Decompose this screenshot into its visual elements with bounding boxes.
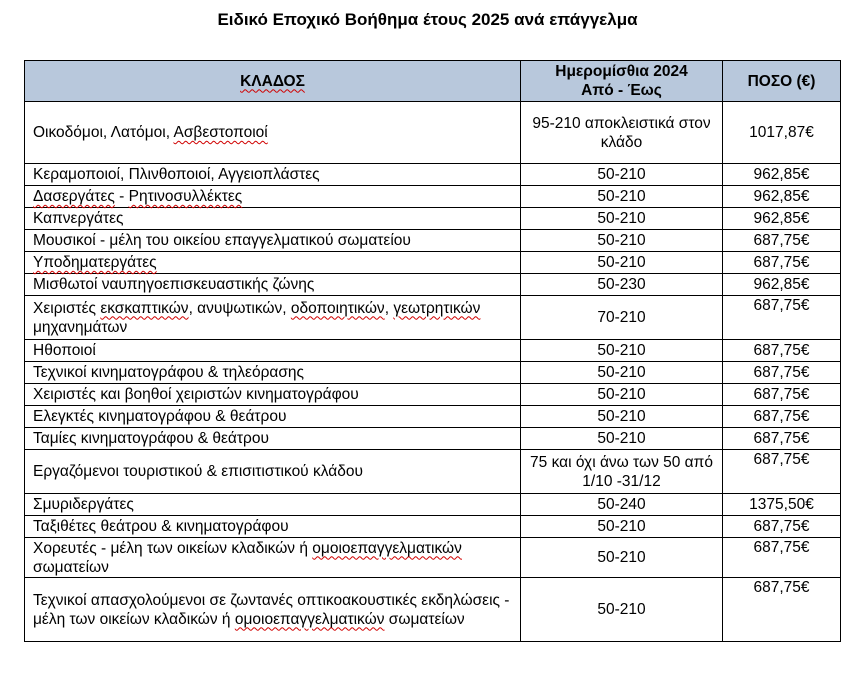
cell-klados: Μισθωτοί ναυπηγοεπισκευαστικής ζώνης [25, 274, 521, 296]
cell-hmeromisthia: 50-210 [521, 230, 723, 252]
cell-hmeromisthia: 50-240 [521, 494, 723, 516]
cell-hmeromisthia: 50-210 [521, 406, 723, 428]
cell-hmeromisthia: 70-210 [521, 296, 723, 340]
cell-poso: 687,75€ [723, 340, 841, 362]
header-poso: ΠΟΣΟ (€) [723, 61, 841, 102]
cell-klados: Καπνεργάτες [25, 208, 521, 230]
cell-poso: 687,75€ [723, 538, 841, 578]
cell-klados: Τεχνικοί απασχολούμενοι σε ζωντανές οπτικοακουστικές εκδηλώσεις - μέλη των οικείων κλαδικών ή ομοιοεπαγγελματικών σωματείων [25, 578, 521, 642]
table-row [25, 340, 841, 362]
cell-hmeromisthia: 50-210 [521, 252, 723, 274]
table-header-row [25, 61, 841, 102]
cell-klados: Οικοδόμοι, Λατόμοι, Ασβεστοποιοί [25, 102, 521, 164]
cell-klados: Δασεργάτες - Ρητινοσυλλέκτες [25, 186, 521, 208]
cell-klados: Χορευτές - μέλη των οικείων κλαδικών ή ομοιοεπαγγελματικών σωματείων [25, 538, 521, 578]
cell-klados: Τεχνικοί κινηματογράφου & τηλεόρασης [25, 362, 521, 384]
cell-poso: 687,75€ [723, 428, 841, 450]
cell-klados: Υποδηματεργάτες [25, 252, 521, 274]
cell-hmeromisthia: 75 και όχι άνω των 50 από 1/10 -31/12 [521, 450, 723, 494]
cell-poso: 1375,50€ [723, 494, 841, 516]
cell-klados: Μουσικοί - μέλη του οικείου επαγγελματικού σωματείου [25, 230, 521, 252]
cell-poso: 687,75€ [723, 230, 841, 252]
cell-hmeromisthia: 50-210 [521, 428, 723, 450]
cell-klados: Εργαζόμενοι τουριστικού & επισιτιστικού κλάδου [25, 450, 521, 494]
benefit-table [24, 60, 841, 642]
cell-klados: Χειριστές εκσκαπτικών, ανυψωτικών, οδοποιητικών, γεωτρητικών μηχανημάτων [25, 296, 521, 340]
cell-poso: 962,85€ [723, 164, 841, 186]
table-row [25, 362, 841, 384]
cell-hmeromisthia: 50-210 [521, 186, 723, 208]
table-row [25, 252, 841, 274]
table-row [25, 384, 841, 406]
cell-klados: Ηθοποιοί [25, 340, 521, 362]
cell-hmeromisthia: 50-210 [521, 538, 723, 578]
cell-klados: Σμυριδεργάτες [25, 494, 521, 516]
cell-hmeromisthia: 50-210 [521, 384, 723, 406]
cell-klados: Κεραμοποιοί, Πλινθοποιοί, Αγγειοπλάστες [25, 164, 521, 186]
cell-poso: 687,75€ [723, 578, 841, 642]
cell-poso: 962,85€ [723, 208, 841, 230]
cell-poso: 687,75€ [723, 296, 841, 340]
cell-poso: 687,75€ [723, 406, 841, 428]
table-row [25, 296, 841, 340]
table-row [25, 102, 841, 164]
cell-hmeromisthia: 50-210 [521, 340, 723, 362]
cell-klados: Ταξιθέτες θεάτρου & κινηματογράφου [25, 516, 521, 538]
table-row [25, 186, 841, 208]
table-row [25, 274, 841, 296]
cell-poso: 962,85€ [723, 186, 841, 208]
cell-klados: Χειριστές και βοηθοί χειριστών κινηματογράφου [25, 384, 521, 406]
cell-hmeromisthia: 95-210 αποκλειστικά στον κλάδο [521, 102, 723, 164]
cell-poso: 687,75€ [723, 384, 841, 406]
cell-hmeromisthia: 50-210 [521, 164, 723, 186]
table-row [25, 538, 841, 578]
table-row [25, 516, 841, 538]
table-row [25, 494, 841, 516]
cell-hmeromisthia: 50-230 [521, 274, 723, 296]
page-title: Ειδικό Εποχικό Βοήθημα έτους 2025 ανά επάγγελμα [217, 10, 638, 29]
cell-poso: 687,75€ [723, 516, 841, 538]
cell-poso: 687,75€ [723, 252, 841, 274]
table-row [25, 450, 841, 494]
cell-hmeromisthia: 50-210 [521, 208, 723, 230]
cell-hmeromisthia: 50-210 [521, 516, 723, 538]
table-row [25, 578, 841, 642]
header-klados: ΚΛΑΔΟΣ [25, 61, 521, 102]
table-row [25, 164, 841, 186]
table-row [25, 230, 841, 252]
cell-poso: 1017,87€ [723, 102, 841, 164]
cell-poso: 687,75€ [723, 362, 841, 384]
cell-poso: 687,75€ [723, 450, 841, 494]
cell-hmeromisthia: 50-210 [521, 578, 723, 642]
table-row [25, 208, 841, 230]
table-row [25, 406, 841, 428]
cell-poso: 962,85€ [723, 274, 841, 296]
cell-hmeromisthia: 50-210 [521, 362, 723, 384]
cell-klados: Ελεγκτές κινηματογράφου & θεάτρου [25, 406, 521, 428]
cell-klados: Ταμίες κινηματογράφου & θεάτρου [25, 428, 521, 450]
table-row [25, 428, 841, 450]
header-hmeromisthia: Ημερομίσθια 2024 Από - Έως [521, 61, 723, 102]
